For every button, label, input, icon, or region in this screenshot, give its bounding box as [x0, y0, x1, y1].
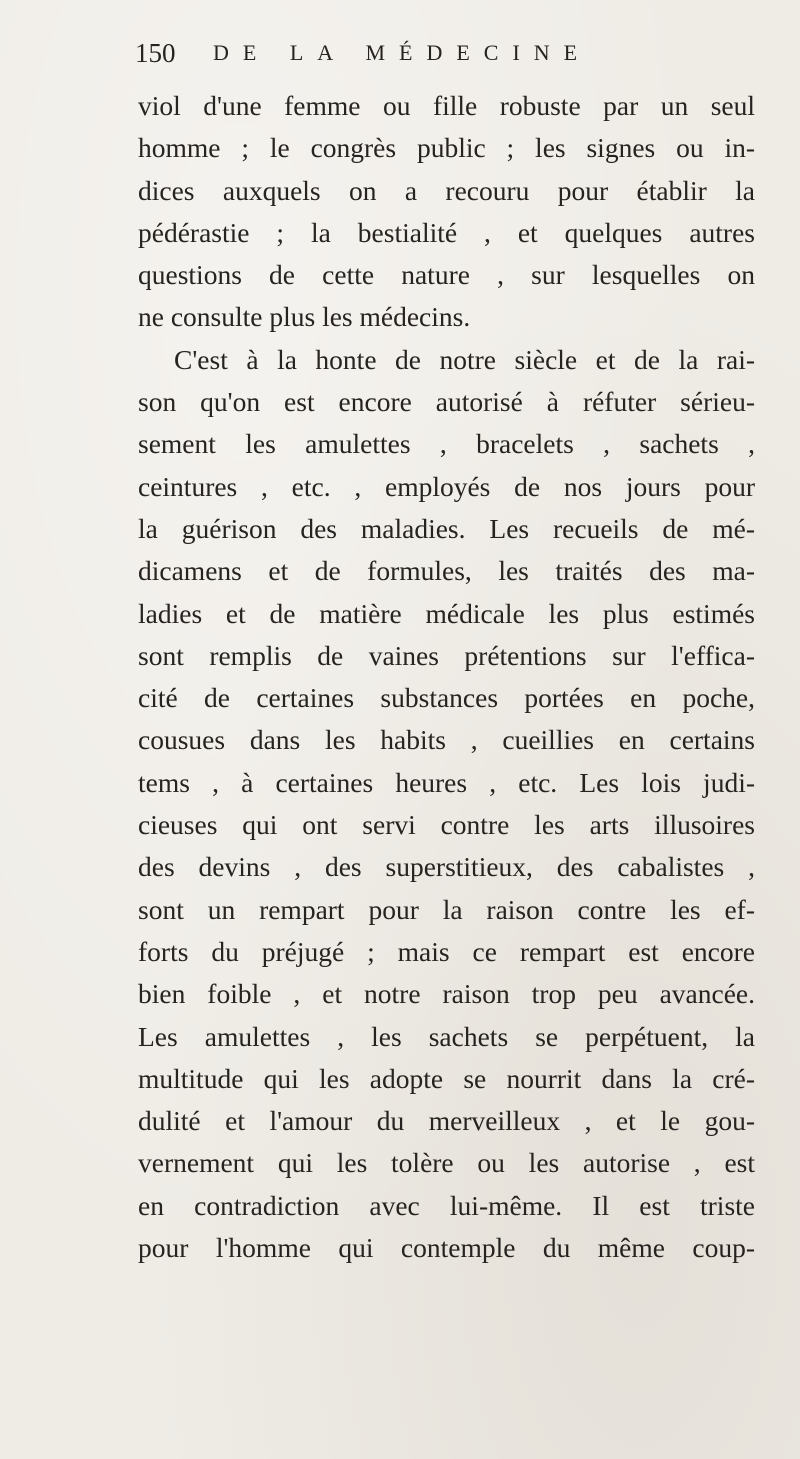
page-number: 150	[135, 38, 176, 68]
text-line: C'est à la honte de notre siècle et de la rai-	[174, 343, 755, 375]
text-line: pour l'homme qui contemple du même coup-	[138, 1232, 755, 1264]
text-line: dulité et l'amour du merveilleux , et le gou-	[138, 1105, 755, 1137]
text-line: sont un rempart pour la raison contre les ef-	[138, 893, 755, 925]
text-line: bien foible , et notre raison trop peu avancée.	[138, 978, 755, 1010]
text-line: sont remplis de vaines prétentions sur l'effica-	[138, 639, 755, 671]
text-line: cieuses qui ont servi contre les arts illusoires	[138, 809, 755, 841]
text-line: sement les amulettes , bracelets , sachets ,	[138, 428, 755, 460]
text-line: vernement qui les tolère ou les autorise , est	[138, 1147, 755, 1179]
text-line: pédérastie ; la bestialité , et quelques autres	[138, 216, 755, 248]
text-line: dicamens et de formules, les traités des ma-	[138, 555, 755, 587]
text-line: multitude qui les adopte se nourrit dans la cré-	[138, 1062, 755, 1094]
text-line: la guérison des maladies. Les recueils de mé-	[138, 512, 755, 544]
text-line: Les amulettes , les sachets se perpétuent, la	[138, 1020, 755, 1052]
text-line: cousues dans les habits , cueillies en certains	[138, 724, 755, 756]
text-line: homme ; le congrès public ; les signes ou in-	[138, 132, 755, 164]
text-line: dices auxquels on a recouru pour établir la	[138, 174, 755, 206]
text-line: ne consulte plus les médecins.	[138, 301, 471, 333]
text-line: en contradiction avec lui-même. Il est triste	[138, 1189, 755, 1221]
text-line: des devins , des superstitieux, des cabalistes ,	[138, 851, 755, 883]
text-line: forts du préjugé ; mais ce rempart est encore	[138, 935, 755, 967]
text-line: viol d'une femme ou fille robuste par un seul	[138, 90, 755, 121]
text-line: son qu'on est encore autorisé à réfuter sérieu-	[138, 386, 755, 418]
text-line: tems , à certaines heures , etc. Les lois judi-	[138, 766, 755, 798]
running-title: DE LA MÉDECINE	[213, 40, 592, 65]
text-line: cité de certaines substances portées en poche,	[138, 682, 755, 714]
text-line: ladies et de matière médicale les plus estimés	[138, 597, 755, 629]
body-text	[138, 85, 755, 1269]
running-head	[135, 34, 755, 74]
text-line: questions de cette nature , sur lesquelles on	[138, 259, 755, 291]
text-line: ceintures , etc. , employés de nos jours pour	[138, 470, 755, 502]
